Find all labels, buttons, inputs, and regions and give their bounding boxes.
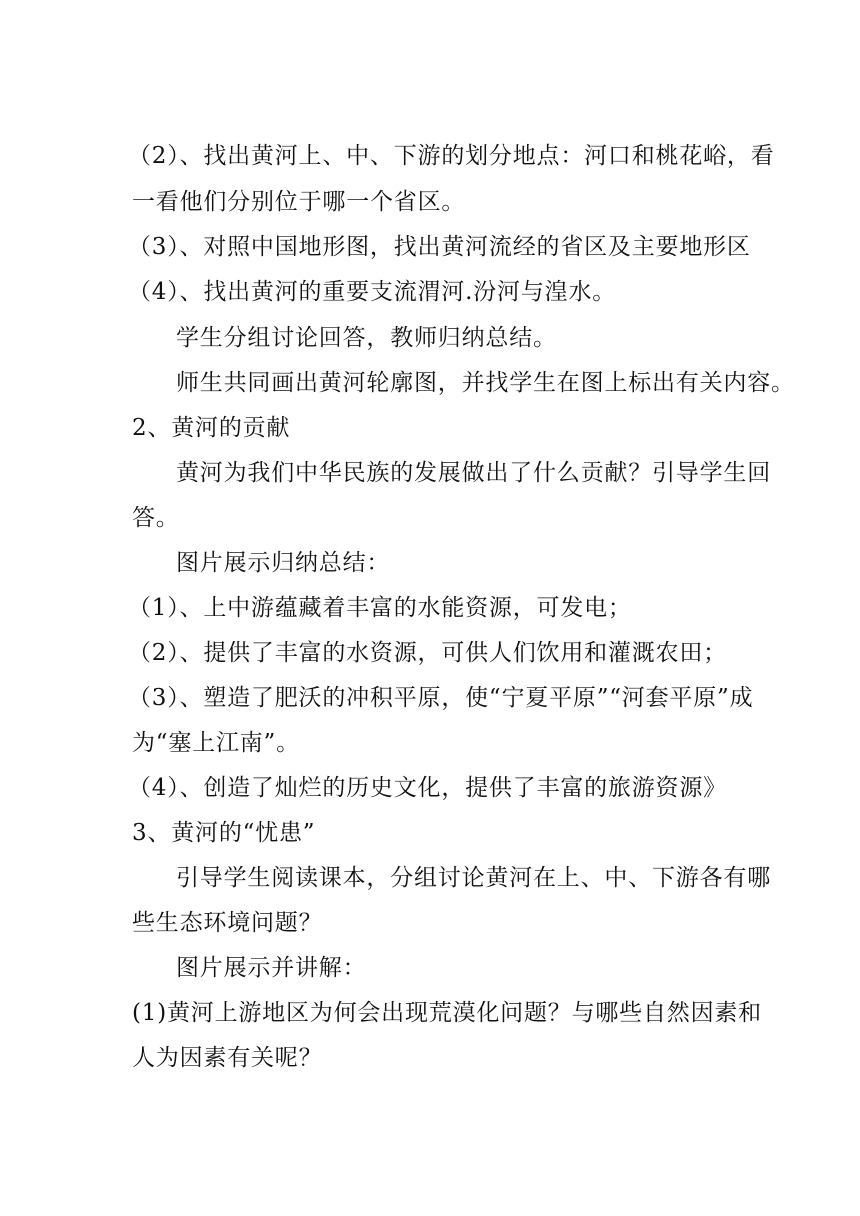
text-line: 图片展示归纳总结： bbox=[176, 550, 391, 576]
text-line: 师生共同画出黄河轮廓图，并找学生在图上标出有关内容。 bbox=[176, 370, 795, 396]
text-line: 些生态环境问题？ bbox=[132, 910, 323, 936]
text-line: 答。 bbox=[132, 505, 180, 531]
text-line: （1）、上中游蕴藏着丰富的水能资源，可发电； bbox=[128, 595, 632, 621]
text-line: 引导学生阅读课本，分组讨论黄河在上、中、下游各有哪 bbox=[176, 865, 771, 891]
text-line: (1)黄河上游地区为何会出现荒漠化问题？与哪些自然因素和 bbox=[132, 1000, 762, 1026]
text-line: （3）、对照中国地形图，找出黄河流经的省区及主要地形区 bbox=[128, 234, 751, 260]
text-line: （3）、塑造了肥沃的冲积平原，使“宁夏平原”“河套平原”成 bbox=[128, 685, 754, 711]
text-line: 学生分组讨论回答，教师归纳总结。 bbox=[176, 325, 557, 351]
section-heading: 3、黄河的“忧患” bbox=[132, 820, 316, 846]
section-heading: 2、黄河的贡献 bbox=[132, 415, 291, 441]
text-line: 为“塞上江南”。 bbox=[132, 730, 300, 756]
text-line: （2）、提供了丰富的水资源，可供人们饮用和灌溉农田； bbox=[128, 640, 727, 666]
text-line: （4）、创造了灿烂的历史文化，提供了丰富的旅游资源》 bbox=[128, 775, 727, 801]
text-line: 黄河为我们中华民族的发展做出了什么贡献？引导学生回 bbox=[176, 460, 771, 486]
text-line: 一看他们分别位于哪一个省区。 bbox=[132, 189, 466, 215]
text-line: （4）、找出黄河的重要支流渭河.汾河与湟水。 bbox=[128, 279, 617, 305]
text-line: 图片展示并讲解： bbox=[176, 955, 367, 981]
text-line: （2）、找出黄河上、中、下游的划分地点：河口和桃花峪，看 bbox=[128, 143, 775, 169]
text-line: 人为因素有关呢？ bbox=[132, 1045, 323, 1071]
